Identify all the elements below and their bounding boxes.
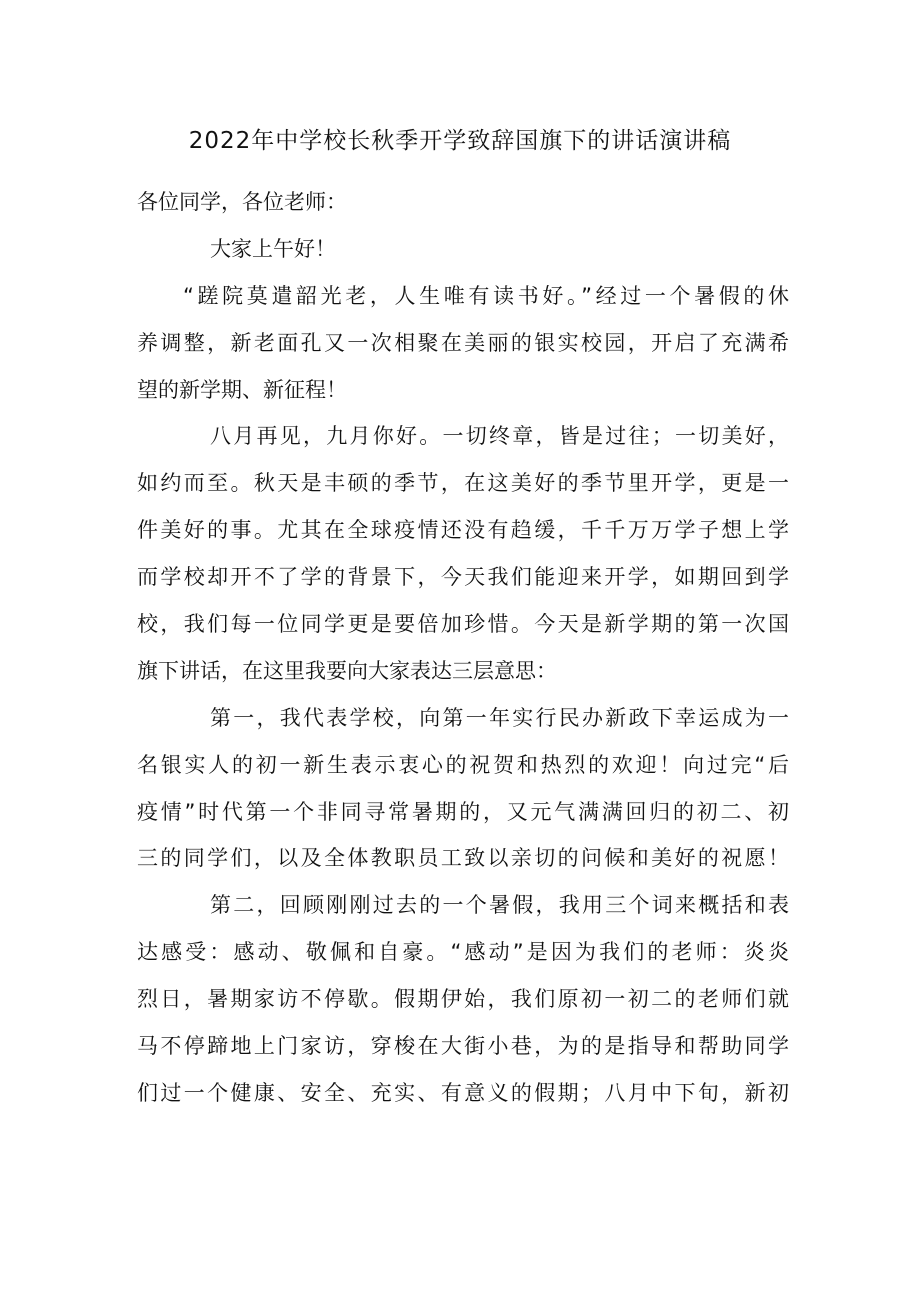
text-line: 烈日，暑期家访不停歇。假期伊始，我们原初一初二的老师们就 <box>137 987 789 1012</box>
text-line: 八月再见，九月你好。一切终章，皆是过往；一切美好， <box>210 424 789 449</box>
text-line: 各位同学，各位老师： <box>137 190 347 214</box>
text-line: 达感受：感动、敬佩和自豪。“感动”是因为我们的老师：炎炎 <box>137 940 789 965</box>
text-line: 望的新学期、新征程！ <box>137 377 347 402</box>
document-title: 2022年中学校长秋季开学致辞国旗下的讲话演讲稿 <box>188 128 732 154</box>
document-body <box>137 186 789 1124</box>
text-line: 校，我们每一位同学更是要倍加珍惜。今天是新学期的第一次国 <box>137 612 789 637</box>
text-line: 养调整，新老面孔又一次相聚在美丽的银实校园，开启了充满希 <box>137 330 789 355</box>
text-line: “蹉院莫遣韶光老，人生唯有读书好。”经过一个暑假的休 <box>183 283 789 308</box>
text-line: 三的同学们，以及全体教职员工致以亲切的问候和美好的祝愿！ <box>137 846 789 871</box>
text-line: 第一，我代表学校，向第一年实行民办新政下幸运成为一 <box>210 705 789 730</box>
text-line: 第二，回顾刚刚过去的一个暑假，我用三个词来概括和表 <box>210 893 789 918</box>
text-line: 名银实人的初一新生表示衷心的祝贺和热烈的欢迎！向过完“后 <box>137 752 789 777</box>
text-line: 旗下讲话，在这里我要向大家表达三层意思： <box>137 658 557 683</box>
text-line: 件美好的事。尤其在全球疫情还没有趋缓，千千万万学子想上学 <box>137 518 789 543</box>
text-line: 如约而至。秋天是丰硕的季节，在这美好的季节里开学，更是一 <box>137 471 789 496</box>
text-line: 大家上午好！ <box>210 236 336 261</box>
text-line: 而学校却开不了学的背景下，今天我们能迎来开学，如期回到学 <box>137 565 789 590</box>
text-line: 疫情”时代第一个非同寻常暑期的，又元气满满回归的初二、初 <box>137 799 789 824</box>
text-line: 马不停蹄地上门家访，穿梭在大街小巷，为的是指导和帮助同学 <box>137 1034 789 1059</box>
text-line: 们过一个健康、安全、充实、有意义的假期；八月中下旬，新初 <box>137 1080 789 1105</box>
